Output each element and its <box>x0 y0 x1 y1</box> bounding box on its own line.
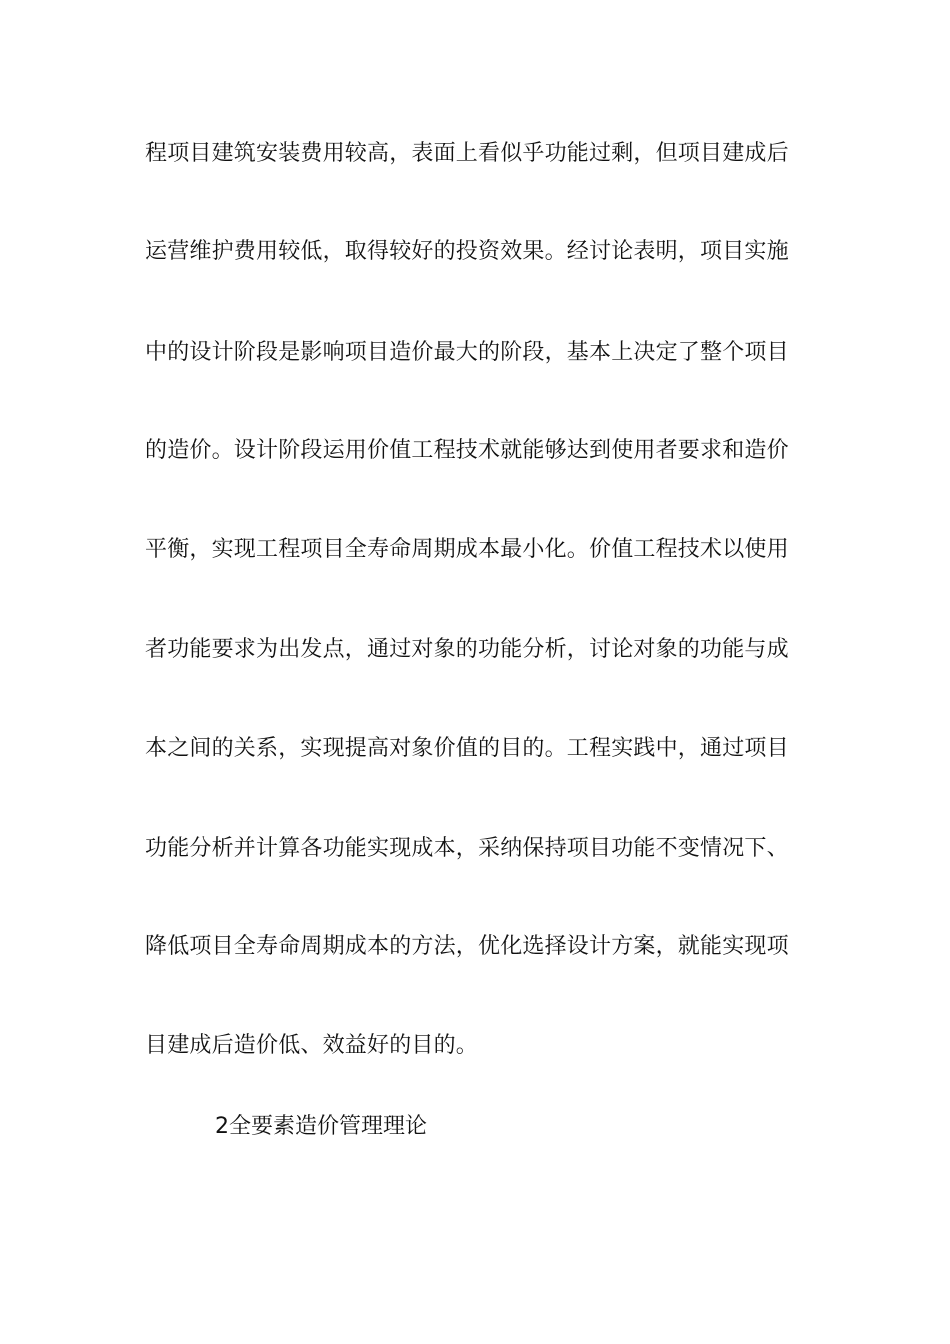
paragraph-line-10: 目建成后造价低、效益好的目的。 <box>145 1033 479 1058</box>
paragraph-line-7: 本之间的关系，实现提高对象价值的目的。工程实践中，通过项目 <box>145 736 789 761</box>
paragraph-line-6: 者功能要求为出发点，通过对象的功能分析，讨论对象的功能与成 <box>145 637 789 662</box>
paragraph-line-4: 的造价。设计阶段运用价值工程技术就能够达到使用者要求和造价 <box>145 438 789 463</box>
section-heading: 2全要素造价管理理论 <box>215 1114 427 1139</box>
paragraph-line-1: 程项目建筑安装费用较高，表面上看似乎功能过剩，但项目建成后 <box>145 141 789 166</box>
paragraph-line-9: 降低项目全寿命周期成本的方法，优化选择设计方案，就能实现项 <box>145 934 789 959</box>
paragraph-line-3: 中的设计阶段是影响项目造价最大的阶段，基本上决定了整个项目 <box>145 340 789 365</box>
paragraph-line-8: 功能分析并计算各功能实现成本，采纳保持项目功能不变情况下、 <box>145 836 789 861</box>
paragraph-line-2: 运营维护费用较低，取得较好的投资效果。经讨论表明，项目实施 <box>145 239 789 264</box>
paragraph-line-5: 平衡，实现工程项目全寿命周期成本最小化。价值工程技术以使用 <box>145 537 789 562</box>
